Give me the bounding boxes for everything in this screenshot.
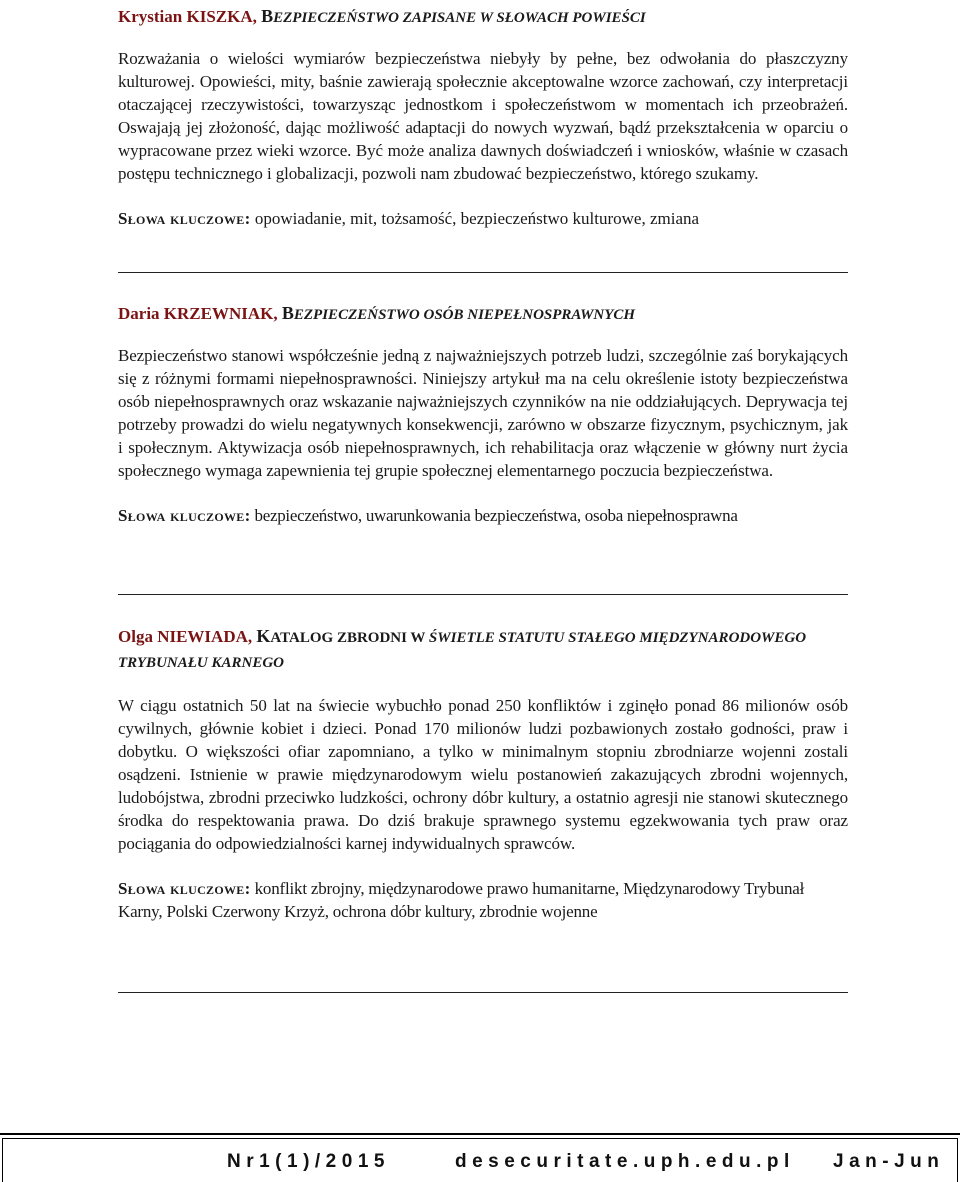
article-kiszka (118, 5, 848, 230)
keywords-text: konflikt zbrojny, międzynarodowe prawo humanitarne, Międzynarodowy Trybunał Karny, Polski Czerwony Krzyż, ochrona dóbr kultury, zbrodnie wojenne (118, 879, 805, 921)
author-name: Krystian KISZKA, (118, 7, 257, 26)
divider (118, 594, 848, 595)
keywords-label: Słowa kluczowe: (118, 879, 251, 898)
keywords-text: opowiadanie, mit, tożsamość, bezpieczeństwo kulturowe, zmiana (254, 209, 700, 228)
article-title (118, 5, 848, 29)
keywords-label: Słowa kluczowe: (118, 506, 251, 525)
abstract: W ciągu ostatnich 50 lat na świecie wybuchło ponad 250 konfliktów i zginęło ponad 86 milionów osób cywilnych, głównie kobiet i dzieci. Ponad 170 milionów ludzi pozbawionych zostało godności, praw i dobytku. O większości ofiar zapomniano, a tylko w minimalnym stopniu zbrodniarze wojenni zostali osądzeni. Istnienie w prawie międzynarodowym wielu postanowień zakazujących zbrodni wojennych, ludobójstwa, zbrodni przeciwko ludzkości, ochrony dóbr kultury, a ostatnio agresji nie stanowi skutecznego środka do respektowania prawa. Do dziś brakuje sprawnego systemu egzekwowania tych praw oraz pociągania do odpowiedzialności karnej indywidualnych sprawców. (118, 696, 848, 853)
title-text: BEZPIECZEŃSTWO OSÓB NIEPEŁNOSPRAWNYCH (281, 303, 636, 323)
issue-number: Nr1(1)/2015 (227, 1151, 390, 1172)
journal-website: desecuritate.uph.edu.pl (455, 1151, 795, 1172)
title-text: BEZPIECZEŃSTWO ZAPISANE W SŁOWACH POWIEŚCI (261, 6, 646, 26)
article-krzewniak (118, 302, 848, 527)
page-footer (0, 1133, 960, 1182)
keywords-text: bezpieczeństwo, uwarunkowania bezpieczeństwa, osoba niepełnosprawna (254, 506, 738, 525)
abstract: Bezpieczeństwo stanowi współcześnie jedną z najważniejszych potrzeb ludzi, szczególnie zaś borykających się z różnymi formami niepełnosprawności. Niniejszy artykuł ma na celu określenie istoty bezpieczeństwa osób niepełnosprawnych oraz wskazanie najważniejszych czynników na nie oddziałujących. Deprywacja tej potrzeby prowadzi do wielu negatywnych konsekwencji, zarówno w obszarze fizycznym, psychicznym, jak i społecznym. Aktywizacja osób niepełnosprawnych, ich rehabilitacja oraz włączenie w główny nurt życia społecznego wymaga zapewnienia tej grupie społecznej elementarnego poczucia bezpieczeństwa. (118, 346, 848, 480)
divider (118, 992, 848, 993)
footer-frame (2, 1138, 958, 1182)
keywords (118, 877, 848, 923)
keywords (118, 207, 848, 230)
abstract: Rozważania o wielości wymiarów bezpieczeństwa niebyły by pełne, bez odwołania do płaszczyzny kulturowej. Opowieści, mity, baśnie zawierają społecznie akceptowalne wzorce zachowań, czy interpretacji otaczającej rzeczywistości, towarzysząc jednostkom i społeczeństwom w momentach ich przeobrażeń. Oswajają jej złożoność, dając możliwość adaptacji do nowych wyzwań, bądź przekształcenia w oparciu o wypracowane przez wieki wzorce. Być może analiza dawnych doświadczeń i wniosków, właśnie w czasach postępu technicznego i globalizacji, pozwoli nam zbudować bezpieczeństwo, którego szukamy. (118, 49, 848, 183)
title-text: KATALOG ZBRODNI W ŚWIETLE STATUTU STAŁEGO MIĘDZYNARODOWEGO TRYBUNAŁU KARNEGO (118, 626, 807, 671)
article-niewiada (118, 624, 848, 923)
article-title (118, 302, 848, 326)
author-name: Olga NIEWIADA, (118, 627, 253, 646)
issue-period: Jan-Jun (833, 1151, 945, 1172)
keywords-label: Słowa kluczowe: (118, 209, 251, 228)
author-name: Daria KRZEWNIAK, (118, 304, 278, 323)
article-title (118, 624, 848, 675)
divider (118, 272, 848, 273)
keywords (118, 504, 848, 527)
